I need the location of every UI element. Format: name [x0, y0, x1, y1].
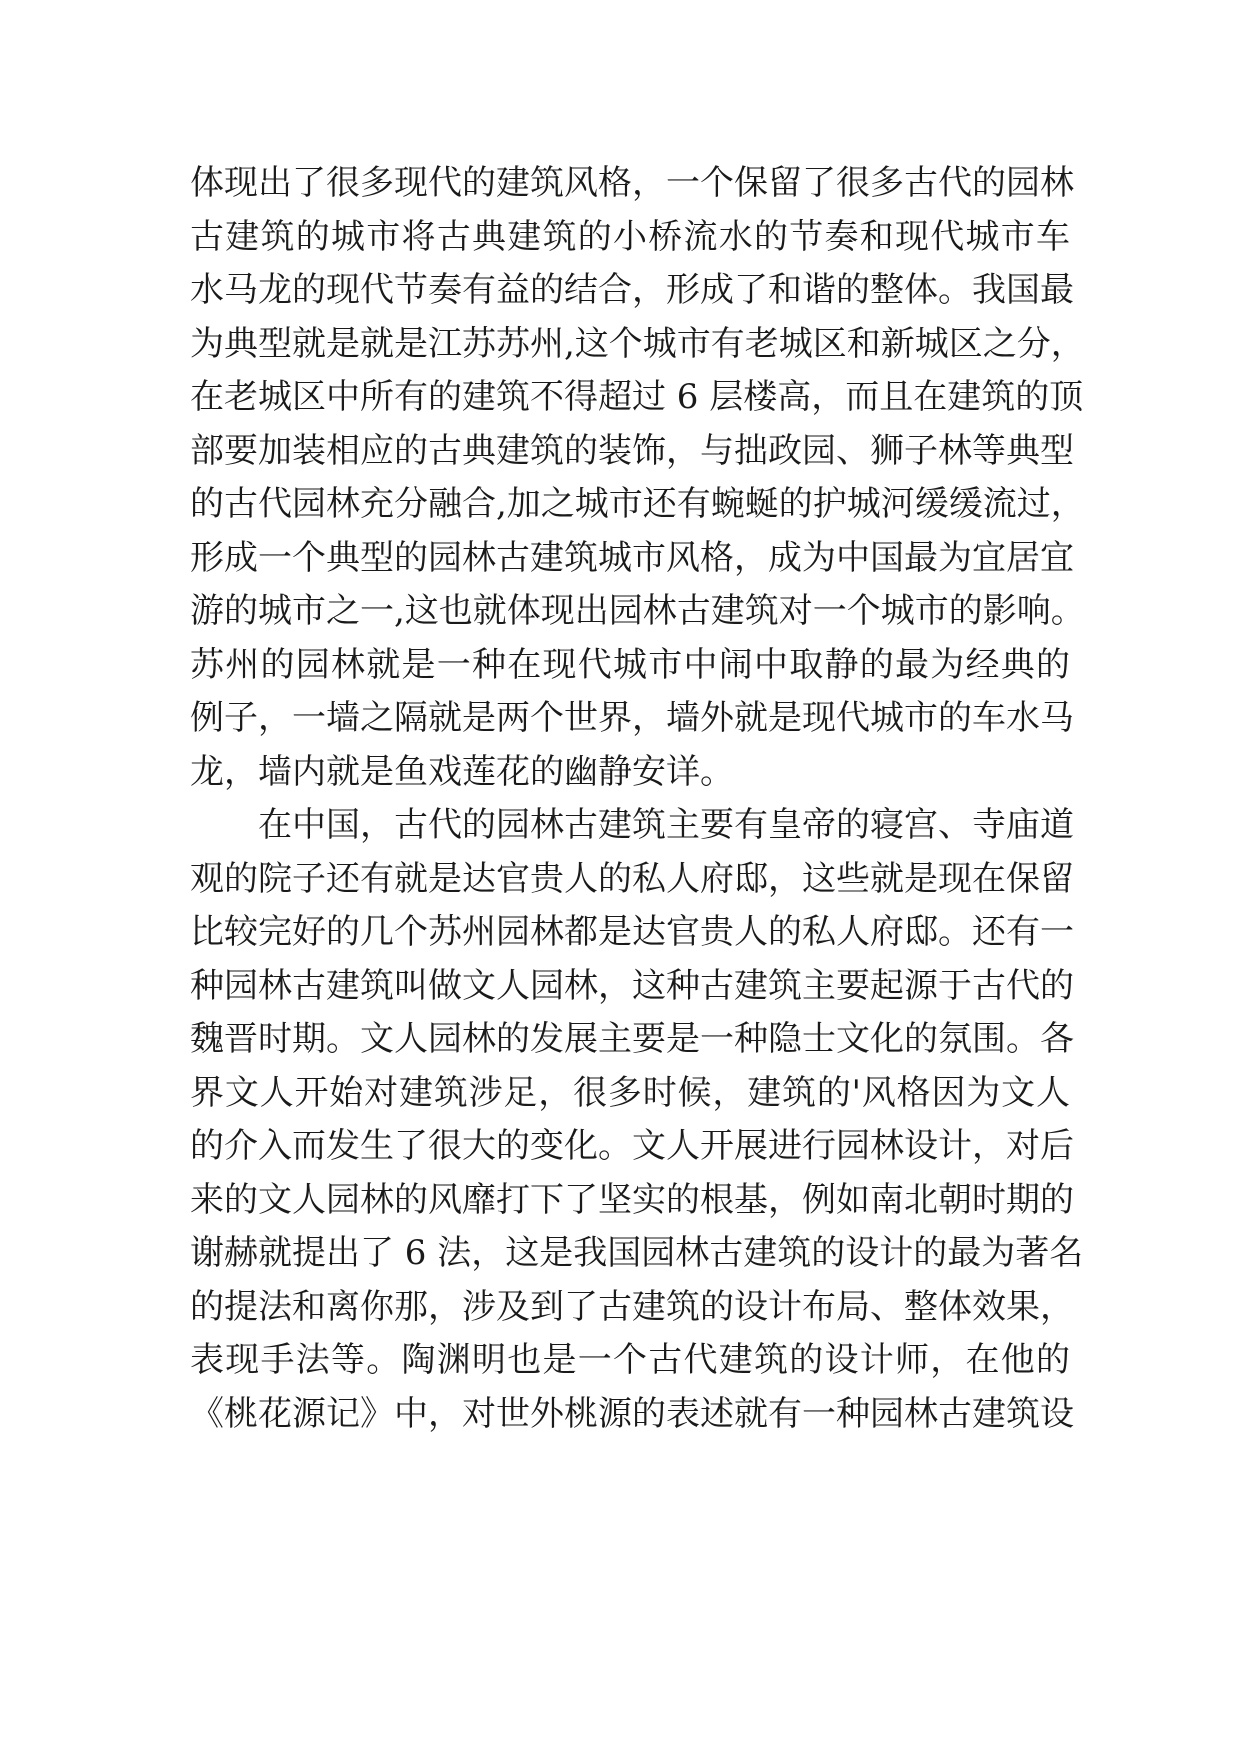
text-line: 体现出了很多现代的建筑风格，一个保留了很多古代的园林 [190, 163, 1074, 203]
text-line: 种园林古建筑叫做文人园林，这种古建筑主要起源于古代的 [190, 965, 1074, 1006]
text-line: 来的文人园林的风靡打下了坚实的根基，例如南北朝时期的 [190, 1179, 1074, 1220]
text-line: 例子，一墙之隔就是两个世界，墙外就是现代城市的车水马 [190, 698, 1074, 738]
text-line: 界文人开始对建筑涉足，很多时候，建筑的'风格因为文人 [190, 1072, 1070, 1113]
text-line: 苏州的园林就是一种在现代城市中闹中取静的最为经典的 [190, 644, 1070, 685]
text-line: 的提法和离你那，涉及到了古建筑的设计布局、整体效果， [190, 1286, 1074, 1327]
text-line: 观的院子还有就是达官贵人的私人府邸，这些就是现在保留 [190, 858, 1074, 899]
text-line: 形成一个典型的园林古建筑城市风格，成为中国最为宜居宜 [190, 537, 1074, 578]
text-line: 游的城市之一,这也就体现出园林古建筑对一个城市的影响。 [190, 591, 1085, 631]
text-line: 古建筑的城市将古典建筑的小桥流水的节奏和现代城市车 [190, 216, 1070, 257]
text-line: 水马龙的现代节奏有益的结合，形成了和谐的整体。我国最 [190, 270, 1074, 310]
body-text [190, 157, 1085, 1441]
text-line: 《桃花源记》中，对世外桃源的表述就有一种园林古建筑设 [190, 1393, 1074, 1434]
text-line: 为典型就是就是江苏苏州,这个城市有老城区和新城区之分， [190, 323, 1085, 364]
text-line: 的古代园林充分融合,加之城市还有蜿蜒的护城河缓缓流过， [190, 484, 1085, 524]
text-line: 龙，墙内就是鱼戏莲花的幽静安详。 [190, 751, 734, 792]
text-line: 谢赫就提出了 6 法，这是我国园林古建筑的设计的最为著名 [190, 1233, 1084, 1273]
text-line: 在中国，古代的园林古建筑主要有皇帝的寝宫、寺庙道 [258, 805, 1074, 845]
text-line: 部要加装相应的古典建筑的装饰，与拙政园、狮子林等典型 [190, 430, 1074, 471]
paragraph-2 [190, 799, 1084, 1441]
text-line: 魏晋时期。文人园林的发展主要是一种隐士文化的氛围。各 [190, 1019, 1074, 1059]
paragraph-1 [190, 157, 1085, 799]
text-line: 表现手法等。陶渊明也是一个古代建筑的设计师，在他的 [190, 1340, 1070, 1380]
text-line: 比较完好的几个苏州园林都是达官贵人的私人府邸。还有一 [190, 912, 1074, 952]
text-line: 在老城区中所有的建筑不得超过 6 层楼高，而且在建筑的顶 [190, 377, 1084, 417]
text-line: 的介入而发生了很大的变化。文人开展进行园林设计，对后 [190, 1126, 1074, 1166]
